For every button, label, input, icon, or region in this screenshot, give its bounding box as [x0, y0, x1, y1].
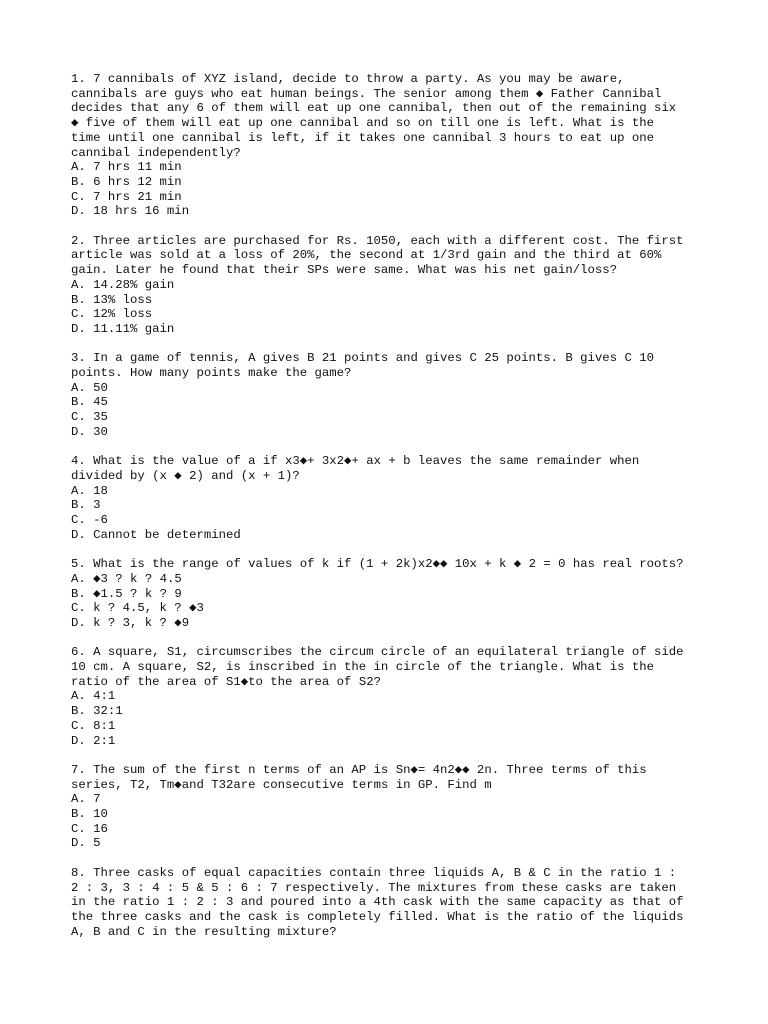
- question-text-line: 6. A square, S1, circumscribes the circum circle of an equilateral triangle of side: [71, 645, 684, 660]
- answer-option: D. 11.11% gain: [71, 321, 175, 336]
- answer-option: D. Cannot be determined: [71, 527, 241, 542]
- answer-option: B. 45: [71, 395, 108, 410]
- answer-option: B. ◆1.5 ? k ? 9: [71, 586, 182, 601]
- answer-option: D. 30: [71, 424, 108, 439]
- answer-option: D. 2:1: [71, 733, 116, 748]
- answer-option: A. 7: [71, 792, 101, 807]
- question-6: [71, 645, 711, 748]
- answer-option: B. 13% loss: [71, 292, 153, 307]
- question-text-line: series, T2, Tm◆and T32are consecutive terms in GP. Find m: [71, 777, 492, 792]
- answer-option: D. 18 hrs 16 min: [71, 204, 190, 219]
- answer-option: A. 50: [71, 380, 108, 395]
- answer-option: C. -6: [71, 513, 108, 528]
- answer-option: A. 14.28% gain: [71, 277, 175, 292]
- answer-option: B. 10: [71, 807, 108, 822]
- answer-option: C. k ? 4.5, k ? ◆3: [71, 601, 204, 616]
- question-text-line: points. How many points make the game?: [71, 366, 352, 381]
- question-text-line: 2. Three articles are purchased for Rs. 1050, each with a different cost. The first: [71, 233, 684, 248]
- question-8: [71, 866, 711, 940]
- answer-option: B. 6 hrs 12 min: [71, 174, 182, 189]
- question-text-line: 8. Three casks of equal capacities contain three liquids A, B & C in the ratio 1 :: [71, 865, 677, 880]
- question-text-line: article was sold at a loss of 20%, the second at 1/3rd gain and the third at 60%: [71, 248, 662, 263]
- question-text-line: 2 : 3, 3 : 4 : 5 & 5 : 6 : 7 respectively. The mixtures from these casks are taken: [71, 880, 677, 895]
- answer-option: A. 18: [71, 483, 108, 498]
- answer-option: C. 7 hrs 21 min: [71, 189, 182, 204]
- question-text-line: divided by (x ◆ 2) and (x + 1)?: [71, 468, 300, 483]
- question-text-line: A, B and C in the resulting mixture?: [71, 924, 337, 939]
- answer-option: A. 7 hrs 11 min: [71, 160, 182, 175]
- question-text-line: the three casks and the cask is completely filled. What is the ratio of the liquids: [71, 909, 684, 924]
- question-3: [71, 351, 711, 439]
- question-text-line: cannibal independently?: [71, 145, 241, 160]
- answer-option: C. 12% loss: [71, 307, 153, 322]
- question-4: [71, 454, 711, 542]
- question-text-line: 7. The sum of the first n terms of an AP is Sn◆= 4n2◆◆ 2n. Three terms of this: [71, 762, 647, 777]
- answer-option: D. k ? 3, k ? ◆9: [71, 615, 190, 630]
- answer-option: B. 32:1: [71, 704, 123, 719]
- question-text-line: 5. What is the range of values of k if (1 + 2k)x2◆◆ 10x + k ◆ 2 = 0 has real roots?: [71, 557, 684, 572]
- answer-option: B. 3: [71, 498, 101, 513]
- answer-option: C. 8:1: [71, 718, 116, 733]
- question-text-line: ◆ five of them will eat up one cannibal and so on till one is left. What is the: [71, 116, 654, 131]
- question-text-line: cannibals are guys who eat human beings. The senior among them ◆ Father Cannibal: [71, 86, 662, 101]
- answer-option: C. 35: [71, 410, 108, 425]
- question-text-line: ratio of the area of S1◆to the area of S2?: [71, 674, 381, 689]
- question-text-line: 1. 7 cannibals of XYZ island, decide to throw a party. As you may be aware,: [71, 72, 625, 86]
- question-5: [71, 557, 711, 631]
- question-text-line: 10 cm. A square, S2, is inscribed in the in circle of the triangle. What is the: [71, 660, 654, 675]
- question-text-line: gain. Later he found that their SPs were same. What was his net gain/loss?: [71, 263, 618, 278]
- answer-option: C. 16: [71, 821, 108, 836]
- question-text-line: 4. What is the value of a if x3◆+ 3x2◆+ ax + b leaves the same remainder when: [71, 454, 640, 469]
- question-1: [71, 72, 711, 219]
- question-2: [71, 234, 711, 337]
- question-7: [71, 763, 711, 851]
- question-text-line: decides that any 6 of them will eat up one cannibal, then out of the remaining six: [71, 101, 677, 116]
- answer-option: A. ◆3 ? k ? 4.5: [71, 571, 182, 586]
- document-page: [71, 72, 711, 954]
- question-text-line: 3. In a game of tennis, A gives B 21 points and gives C 25 points. B gives C 10: [71, 351, 654, 366]
- answer-option: A. 4:1: [71, 689, 116, 704]
- question-text-line: time until one cannibal is left, if it takes one cannibal 3 hours to eat up one: [71, 130, 654, 145]
- answer-option: D. 5: [71, 836, 101, 851]
- question-text-line: in the ratio 1 : 2 : 3 and poured into a 4th cask with the same capacity as that of: [71, 895, 684, 910]
